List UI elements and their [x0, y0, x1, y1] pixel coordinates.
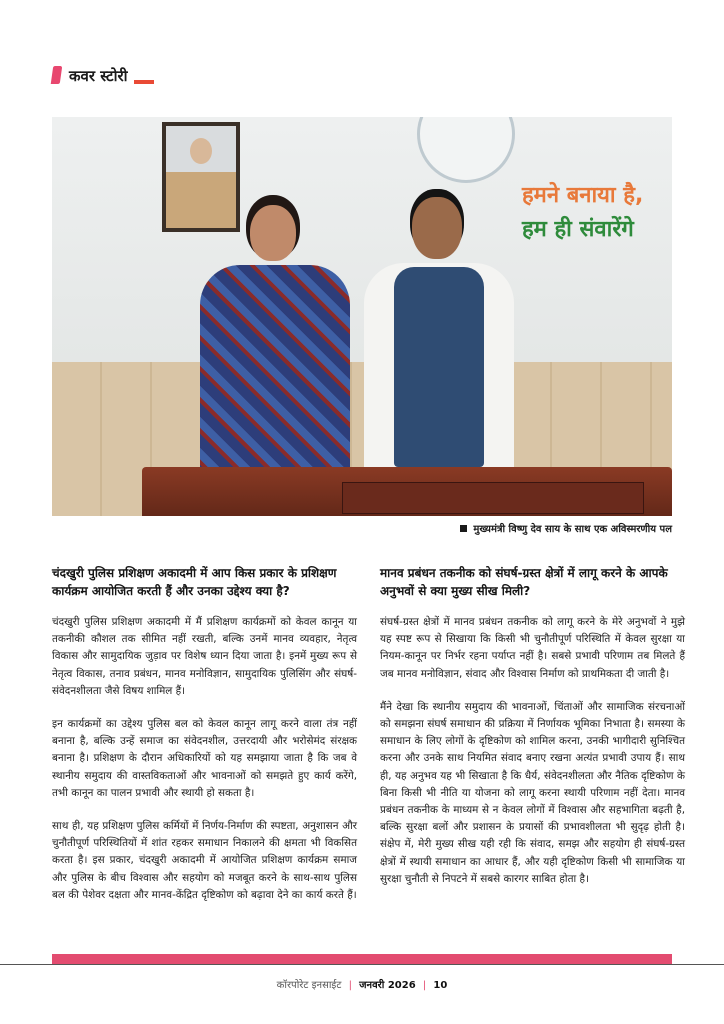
page-footer	[0, 977, 724, 991]
woman-head	[250, 205, 296, 261]
wall-slogan-line1: हमने बनाया है,	[522, 183, 644, 208]
footer-separator: |	[348, 980, 352, 991]
answer-1-paragraph: चंदखुरी पुलिस प्रशिक्षण अकादमी में मैं प्रशिक्षण कार्यक्रमों को केवल कानून या तकनीकी कौशल तक सीमित नहीं रखती, बल्कि उनमें मानव व्यवहार, नेतृत्व विकास और सामुदायिक जुड़ाव पर विशेष ध्यान दिया जाता है। इनमें मुख्य रूप से नेतृत्व विकास, तनाव प्रबंधन, मानव मनोविज्ञान, सामुदायिक पुलिसिंग और संघर्ष-संवेदनशीलता जैसे विषय शामिल हैं।	[52, 616, 357, 697]
quote-mark-icon	[51, 66, 63, 84]
caption-text: मुख्यमंत्री विष्णु देव साय के साथ एक अविस्मरणीय पल	[473, 524, 672, 535]
wall-slogan-line2: हम ही संवारेंगे	[522, 217, 634, 242]
footer-separator: |	[422, 980, 427, 991]
page-number: 10	[433, 980, 448, 991]
man-head	[412, 197, 462, 259]
section-label: कवर स्टोरी	[69, 67, 128, 85]
question-2: मानव प्रबंधन तकनीक को संघर्ष-ग्रस्त क्षेत्रों में लागू करने के आपके अनुभवों से क्या मुख्य सीख मिली?	[380, 566, 668, 598]
section-dash	[134, 80, 154, 84]
answer-2-paragraph: संघर्ष-ग्रस्त क्षेत्रों में मानव प्रबंधन तकनीक को लागू करने के मेरे अनुभवों ने मुझे यह स्पष्ट रूप से सिखाया कि किसी भी चुनौतीपूर्ण परिस्थिति में केवल सुरक्षा या नियम-कानून पर निर्भर रहना पर्याप्त नहीं है। सबसे प्रभावी परिणाम तब मिलते हैं जब मानव मनोविज्ञान, संवाद और विश्वास निर्माण को प्राथमिकता दी जाती है।	[380, 616, 685, 680]
caption-bullet-icon	[460, 525, 467, 532]
cover-photo	[52, 117, 672, 516]
answer-1-paragraph: साथ ही, यह प्रशिक्षण पुलिस कर्मियों में निर्णय-निर्माण की स्पष्टता, अनुशासन और चुनौतीपूर्ण परिस्थितियों में शांत रहकर समाधान निकालने की क्षमता भी विकसित करता है। इस प्रकार, चंदखुरी अकादमी में आयोजित प्रशिक्षण कार्यक्रम समाज और पुलिस के बीच विश्वास और सहयोग को मजबूत करने के साथ-साथ पुलिस बल की पेशेवर दक्षता और मानव-केंद्रित दृष्टिकोण को बढ़ावा देने का कार्य करते हैं।	[52, 820, 357, 901]
answer-2-paragraph: मैंने देखा कि स्थानीय समुदाय की भावनाओं, चिंताओं और सामाजिक संरचनाओं को समझना संघर्ष समाधान की प्रक्रिया में निर्णायक भूमिका निभाता है। समस्या के समाधान के लिए लोगों के दृष्टिकोण को शामिल करना, उनकी भागीदारी सुनिश्चित करना और उनके साथ नियमित संवाद बनाए रखना अत्यंत प्रभावी उपाय हैं। साथ ही, यह अनुभव यह भी सिखाता है कि धैर्य, संवेदनशीलता और नैतिक दृष्टिकोण के बिना किसी भी नीति या योजना को लागू करना स्थायी परिणाम नहीं देता। मानव प्रबंधन तकनीक के माध्यम से न केवल लोगों में विश्वास और सहभागिता बढ़ती है, बल्कि सुरक्षा बलों और प्रशासन के प्रयासों की प्रभावशीलता भी सुदृढ़ होती है। संक्षेप में, मेरी मुख्य सीख यही रही कि संवाद, समझ और सहयोग ही संघर्ष-ग्रस्त क्षेत्रों में स्थायी समाधान का आधार हैं, और यही दृष्टिकोण किसी भी सामाजिक या सुरक्षा चुनौती से निपटने में सबसे कारगर साबित होता है।	[380, 700, 685, 885]
answer-1-paragraph: इन कार्यक्रमों का उद्देश्य पुलिस बल को केवल कानून लागू करने वाला तंत्र नहीं बनाना है, बल्कि उन्हें समाज का संवेदनशील, उत्तरदायी और भरोसेमंद संरक्षक बनाना है। प्रशिक्षण के दौरान अधिकारियों को यह समझाया जाता है कि जब वे स्थानीय समुदाय की वास्तविकताओं और भावनाओं को समझते हुए कार्य करेंगे, तभी कानून का पालन प्रभावी और स्थायी हो सकता है।	[52, 718, 357, 799]
desk-box	[342, 482, 644, 514]
publication-name: कॉरपोरेट इनसाईट	[276, 980, 342, 991]
footer-accent-bar	[52, 954, 672, 964]
question-1: चंदखुरी पुलिस प्रशिक्षण अकादमी में आप किस प्रकार के प्रशिक्षण कार्यक्रम आयोजित करती हैं और उनका उद्देश्य क्या है?	[52, 566, 337, 598]
person-woman	[200, 205, 350, 505]
right-column	[380, 564, 685, 904]
footer-rule	[0, 964, 724, 965]
man-vest	[394, 267, 484, 467]
section-header	[52, 66, 154, 86]
left-column	[52, 564, 357, 920]
issue-date: जनवरी 2026	[359, 980, 416, 991]
photo-caption	[460, 521, 672, 535]
